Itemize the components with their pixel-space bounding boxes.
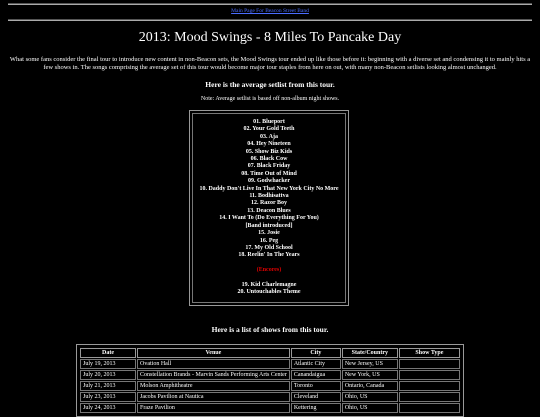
top-divider — [8, 3, 532, 5]
city-cell: Kettering — [291, 403, 341, 413]
setlist-note: Note: Average setlist is based off non-album night shows. — [200, 96, 340, 102]
show-type-cell — [399, 381, 460, 391]
setlist-gap — [190, 260, 348, 267]
venue-cell: Fraze Pavilion — [137, 403, 290, 413]
setlist-heading: Here is the average setlist from this tour. — [205, 80, 335, 89]
setlist-song: [Band introduced] — [245, 222, 293, 229]
state-country-cell: New Jersey, US — [342, 359, 398, 369]
shows-table — [79, 347, 461, 414]
date-cell: July 24, 2013 — [80, 403, 136, 413]
shows-heading: Here is a list of shows from this tour. — [211, 325, 329, 334]
setlist-song: 12. Razor Boy — [250, 200, 288, 207]
venue-cell: Constellation Brands - Marvin Sands Performing Arts Center — [137, 370, 290, 380]
city-cell: Toronto — [291, 381, 341, 391]
state-country-cell: New York, US — [342, 370, 398, 380]
show-row — [80, 370, 460, 380]
show-row — [80, 392, 460, 402]
city-cell: Atlantic City — [291, 359, 341, 369]
setlist-song: 18. Reelin' In The Years — [238, 252, 300, 259]
encore-label: (Encores) — [256, 267, 282, 274]
setlist-song: 01. Blueport — [253, 119, 285, 125]
date-cell: July 20, 2013 — [80, 370, 136, 380]
setlist — [190, 119, 348, 297]
col-show-type: Show Type — [399, 348, 460, 358]
setlist-song: 14. I Want To (Do Everything For You) — [219, 215, 319, 222]
main-page-link[interactable]: Main Page For Beacon Street Band — [231, 8, 309, 14]
venue-cell: Jacobs Pavilion at Nautica — [137, 392, 290, 402]
shows-table-box — [76, 344, 464, 417]
setlist-song: 11. Bodhisattva — [249, 193, 289, 200]
state-country-cell: Ohio, US — [342, 392, 398, 402]
state-country-cell: Ohio, US — [342, 403, 398, 413]
setlist-song: 15. Josie — [258, 230, 280, 237]
setlist-song: 20. Untouchables Theme — [237, 289, 301, 296]
col-date: Date — [80, 348, 136, 358]
show-row — [80, 381, 460, 391]
venue-cell: Ovation Hall — [137, 359, 290, 369]
setlist-song: 02. Your Gold Teeth — [243, 126, 295, 133]
date-cell: July 19, 2013 — [80, 359, 136, 369]
setlist-song: 17. My Old School — [245, 244, 293, 251]
setlist-song: 08. Time Out of Mind — [241, 170, 297, 177]
show-type-cell — [399, 370, 460, 380]
setlist-box — [189, 110, 349, 306]
date-cell: July 21, 2013 — [80, 381, 136, 391]
header-divider — [8, 19, 532, 21]
setlist-song: 16. Peg — [259, 237, 279, 244]
setlist-main — [190, 119, 348, 260]
setlist-song: 04. Hey Nineteen — [247, 141, 291, 148]
setlist-song: 10. Daddy Don't Live In That New York City No More — [199, 185, 339, 192]
setlist-song: 07. Black Friday — [247, 163, 291, 170]
show-type-cell — [399, 359, 460, 369]
shows-header-row — [80, 348, 460, 358]
setlist-song: 05. Show Biz Kids — [245, 148, 293, 155]
setlist-song: 06. Black Cow — [250, 156, 288, 163]
setlist-song: 03. Aja — [260, 133, 278, 140]
show-type-cell — [399, 392, 460, 402]
setlist-song: 19. Kid Charlemagne — [241, 281, 297, 288]
setlist-gap — [190, 275, 348, 282]
show-row — [80, 359, 460, 369]
city-cell: Canandaigua — [291, 370, 341, 380]
setlist-song: 13. Deacon Blues — [247, 207, 291, 214]
page-title: 2013: Mood Swings - 8 Miles To Pancake Day — [138, 30, 402, 45]
setlist-song: 09. Godwhacker — [248, 178, 290, 185]
tour-intro: What some fans consider the final tour to introduce new content in non-Beacon sets, the Mood Swings tour ended up like those before it: beginning with a diverse set and condensing it to mainly hits a few shows in. The songs comprising the average set of this tour would become major tour staples from here on out, with many non-Beacon setlists looking almost unchanged. — [9, 56, 531, 71]
state-country-cell: Ontario, Canada — [342, 381, 398, 391]
col-state-country: State/Country — [342, 348, 398, 358]
setlist-encores — [190, 282, 348, 297]
date-cell: July 23, 2013 — [80, 392, 136, 402]
venue-cell: Molson Amphitheatre — [137, 381, 290, 391]
city-cell: Cleveland — [291, 392, 341, 402]
col-venue: Venue — [137, 348, 290, 358]
col-city: City — [291, 348, 341, 358]
